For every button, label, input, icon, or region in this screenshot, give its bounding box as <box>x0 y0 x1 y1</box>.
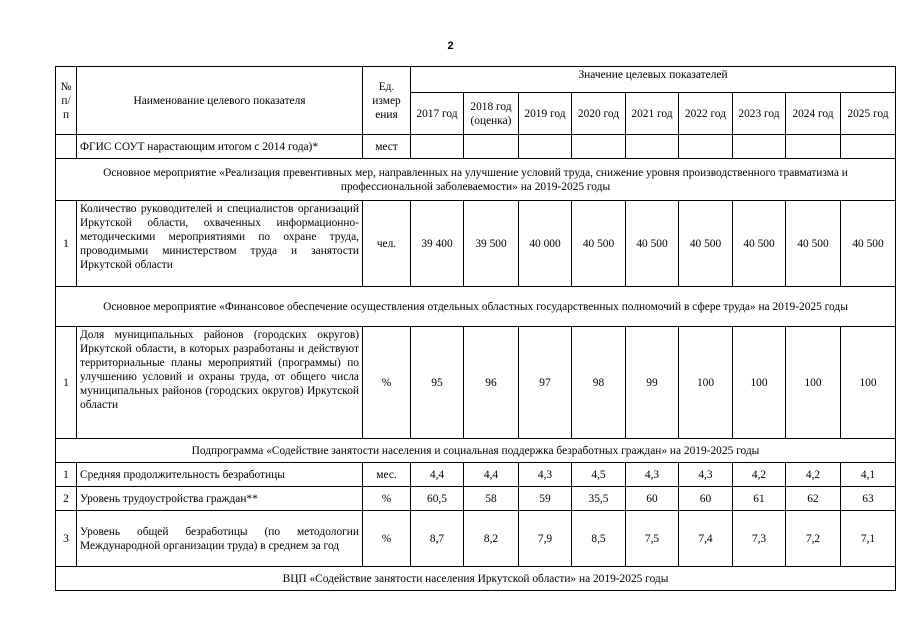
value-cell: 60,5 <box>411 487 464 511</box>
section-title: Подпрограмма «Содействие занятости населения и социальная поддержка безработных граждан» на 2019-2025 годы <box>56 439 896 463</box>
value-cell <box>841 135 896 159</box>
value-cell: 7,1 <box>841 511 896 567</box>
table-row <box>56 463 896 487</box>
header-row-1 <box>56 67 896 93</box>
header-year: 2019 год <box>519 93 572 135</box>
row-number: 3 <box>56 511 77 567</box>
indicator-name: Уровень общей безработицы (по методологии Международной организации труда) в среднем за год <box>77 511 363 567</box>
value-cell <box>572 135 626 159</box>
value-cell: 4,4 <box>411 463 464 487</box>
value-cell: 7,5 <box>626 511 679 567</box>
value-cell: 40 500 <box>626 201 679 287</box>
section-row <box>56 159 896 201</box>
value-cell <box>626 135 679 159</box>
value-cell: 40 500 <box>841 201 896 287</box>
unit: мес. <box>363 463 411 487</box>
indicator-name: Средняя продолжительность безработицы <box>77 463 363 487</box>
header-year: 2024 год <box>786 93 841 135</box>
header-year: 2020 год <box>572 93 626 135</box>
header-year: 2021 год <box>626 93 679 135</box>
unit: мест <box>363 135 411 159</box>
value-cell: 99 <box>626 327 679 439</box>
value-cell <box>519 135 572 159</box>
unit: % <box>363 511 411 567</box>
value-cell: 97 <box>519 327 572 439</box>
row-number <box>56 135 77 159</box>
section-title: ВЦП «Содействие занятости населения Иркутской области» на 2019-2025 годы <box>56 567 896 591</box>
value-cell: 4,1 <box>841 463 896 487</box>
row-number: 1 <box>56 463 77 487</box>
value-cell: 39 400 <box>411 201 464 287</box>
value-cell: 7,2 <box>786 511 841 567</box>
section-row <box>56 287 896 327</box>
value-cell: 100 <box>679 327 733 439</box>
value-cell <box>786 135 841 159</box>
header-year: 2018 год (оценка) <box>464 93 519 135</box>
value-cell: 4,4 <box>464 463 519 487</box>
value-cell <box>464 135 519 159</box>
indicator-name: Количество руководителей и специалистов организаций Иркутской области, охваченных информационно-методическими мероприятиями по охране труда, проводимыми министерством труда и занятости Иркутской области <box>77 201 363 287</box>
value-cell: 40 500 <box>786 201 841 287</box>
value-cell: 100 <box>841 327 896 439</box>
indicator-name: Доля муниципальных районов (городских округов) Иркутской области, в которых разработаны и действуют территориальные планы мероприятий (программы) по улучшению условий и охраны труда, от общего числа муниципальных районов (городских округов) Иркутской области <box>77 327 363 439</box>
table-row <box>56 487 896 511</box>
value-cell <box>411 135 464 159</box>
value-cell: 4,3 <box>679 463 733 487</box>
value-cell: 60 <box>626 487 679 511</box>
header-year: 2022 год <box>679 93 733 135</box>
value-cell: 4,3 <box>626 463 679 487</box>
header-year: 2023 год <box>733 93 786 135</box>
header-year: 2017 год <box>411 93 464 135</box>
table-row <box>56 511 896 567</box>
value-cell <box>733 135 786 159</box>
section-row <box>56 567 896 591</box>
header-unit-cell: Ед. измер ения <box>363 67 411 135</box>
section-row <box>56 439 896 463</box>
header-name-cell: Наименование целевого показателя <box>77 67 363 135</box>
value-cell: 40 500 <box>733 201 786 287</box>
section-title: Основное мероприятие «Финансовое обеспечение осуществления отдельных областных государственных полномочий в сфере труда» на 2019-2025 годы <box>56 287 896 327</box>
value-cell: 63 <box>841 487 896 511</box>
value-cell: 4,2 <box>786 463 841 487</box>
header-year: 2025 год <box>841 93 896 135</box>
row-number: 1 <box>56 201 77 287</box>
indicator-name: Уровень трудоустройства граждан** <box>77 487 363 511</box>
value-cell: 96 <box>464 327 519 439</box>
value-cell: 60 <box>679 487 733 511</box>
value-cell: 4,5 <box>572 463 626 487</box>
value-cell: 39 500 <box>464 201 519 287</box>
value-cell: 8,5 <box>572 511 626 567</box>
indicator-name: ФГИС СОУТ нарастающим итогом с 2014 года)* <box>77 135 363 159</box>
value-cell: 58 <box>464 487 519 511</box>
unit: чел. <box>363 201 411 287</box>
section-title: Основное мероприятие «Реализация превентивных мер, направленных на улучшение условий труда, снижение уровня производственного травматизма и профессиональной заболеваемости» на 2019-2025 годы <box>56 159 896 201</box>
table-row <box>56 201 896 287</box>
header-number-cell: № п/п <box>56 67 77 135</box>
value-cell: 8,2 <box>464 511 519 567</box>
target-indicators-table <box>55 66 896 591</box>
value-cell: 100 <box>733 327 786 439</box>
table-row <box>56 135 896 159</box>
value-cell: 7,3 <box>733 511 786 567</box>
value-cell: 61 <box>733 487 786 511</box>
value-cell: 100 <box>786 327 841 439</box>
value-cell <box>679 135 733 159</box>
row-number: 1 <box>56 327 77 439</box>
unit: % <box>363 327 411 439</box>
value-cell: 40 500 <box>572 201 626 287</box>
value-cell: 40 000 <box>519 201 572 287</box>
table-row <box>56 327 896 439</box>
value-cell: 95 <box>411 327 464 439</box>
value-cell: 4,2 <box>733 463 786 487</box>
value-cell: 7,9 <box>519 511 572 567</box>
unit: % <box>363 487 411 511</box>
page-number: 2 <box>447 40 454 52</box>
value-cell: 40 500 <box>679 201 733 287</box>
header-values-cell: Значение целевых показателей <box>411 67 896 93</box>
value-cell: 35,5 <box>572 487 626 511</box>
value-cell: 59 <box>519 487 572 511</box>
value-cell: 62 <box>786 487 841 511</box>
row-number: 2 <box>56 487 77 511</box>
value-cell: 7,4 <box>679 511 733 567</box>
value-cell: 4,3 <box>519 463 572 487</box>
value-cell: 98 <box>572 327 626 439</box>
value-cell: 8,7 <box>411 511 464 567</box>
